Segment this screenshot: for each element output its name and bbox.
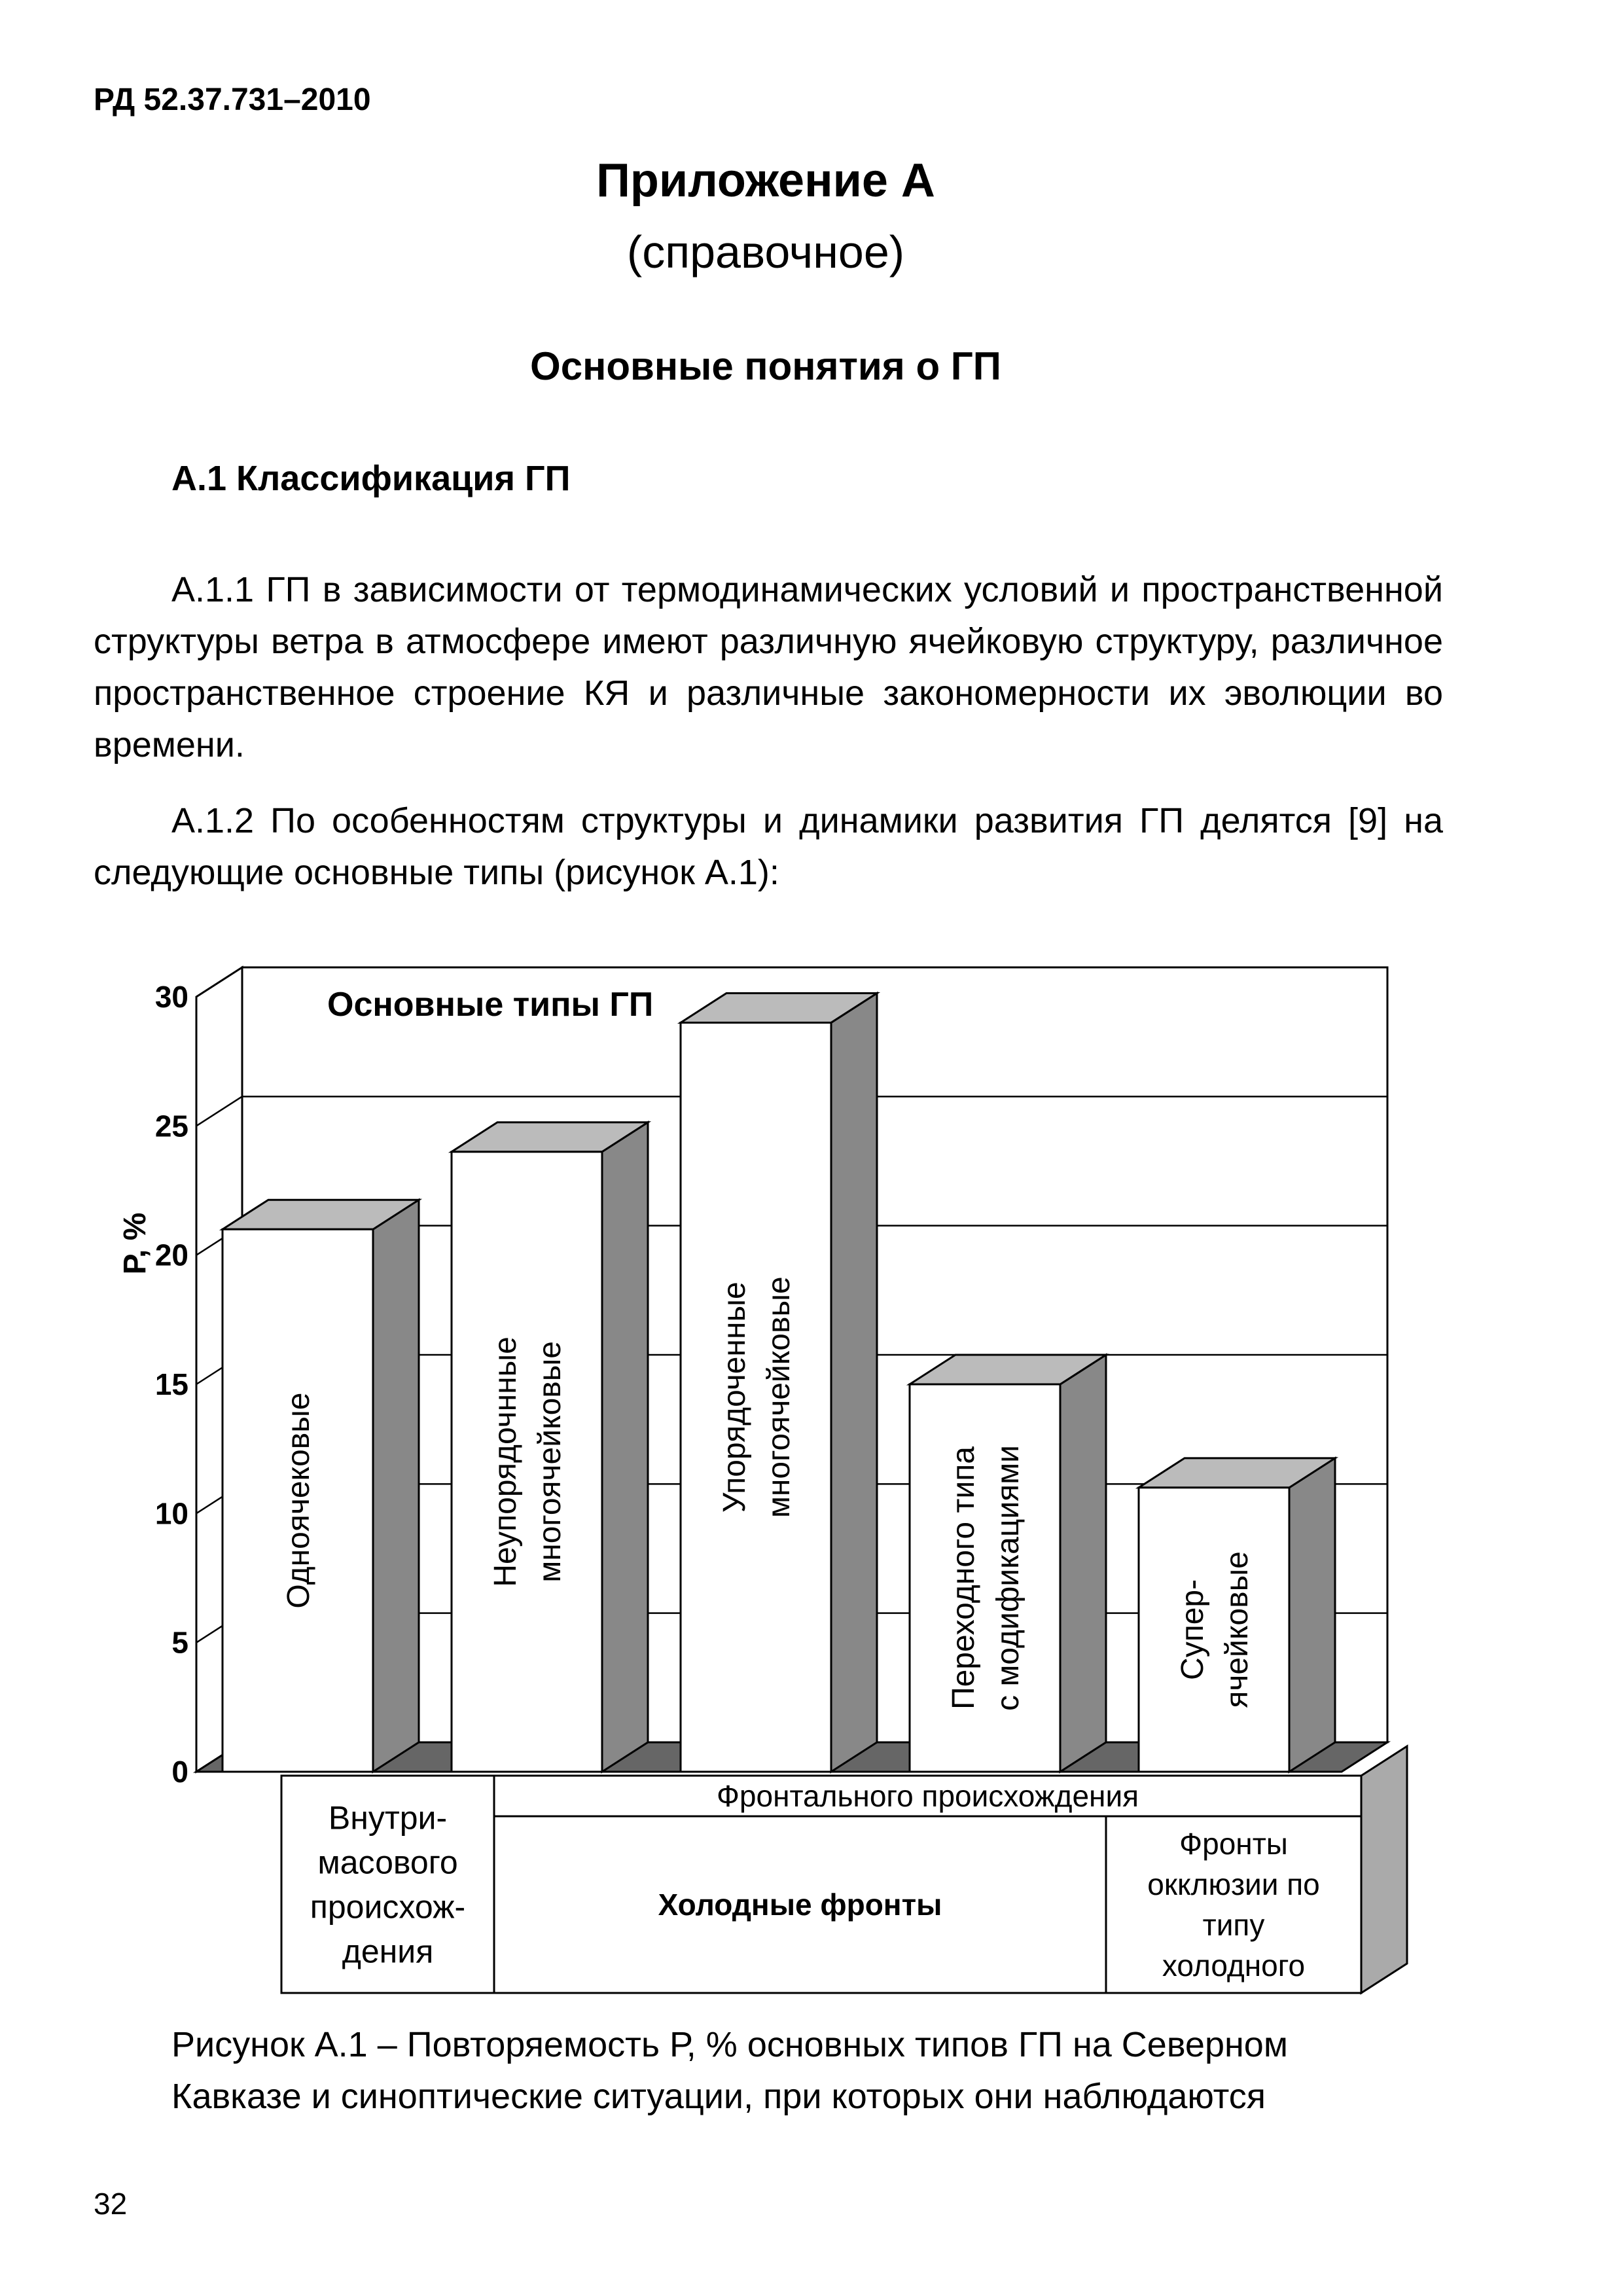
bar-side: [602, 1122, 648, 1772]
bar-side: [831, 993, 877, 1772]
chart-title: Основные типы ГП: [327, 986, 654, 1024]
bar-label: [281, 1393, 316, 1609]
airmass-origin-label-line: Внутри-: [328, 1799, 448, 1837]
y-tick-label: 20: [154, 1238, 188, 1272]
bar-label-line: многоячейковые: [533, 1341, 567, 1583]
section-title: Основные понятия о ГП: [530, 344, 1001, 388]
cold-fronts-label: Холодные фронты: [658, 1888, 942, 1922]
subsection-title: А.1 Классификация ГП: [171, 459, 571, 498]
document-code: РД 52.37.731–2010: [94, 82, 371, 117]
bar-group: [452, 1122, 648, 1772]
y-tick-label: 0: [171, 1755, 188, 1789]
bar-side: [1289, 1458, 1335, 1772]
appendix-subtitle: (справочное): [626, 226, 905, 278]
occlusion-fronts-label-line: окклюзии по: [1147, 1867, 1320, 1902]
bar: [452, 1152, 602, 1772]
bar: [1139, 1488, 1289, 1772]
bar-group: [910, 1355, 1106, 1772]
airmass-origin-label-line: масового: [317, 1844, 458, 1881]
bar-chart: [105, 936, 1453, 2009]
airmass-origin-label-line: происхож-: [310, 1888, 466, 1926]
airmass-origin-label-line: дения: [342, 1933, 434, 1970]
bar-label-line: Супер-: [1175, 1579, 1210, 1680]
y-tick-label: 25: [154, 1109, 188, 1143]
bar-group: [681, 993, 877, 1772]
bar-label-line: ячейковые: [1220, 1551, 1255, 1708]
table-side: [1361, 1746, 1407, 1993]
occlusion-fronts-label-line: Фронты: [1179, 1827, 1288, 1861]
y-tick-label: 10: [154, 1496, 188, 1531]
bar-label-line: Переходного типа: [946, 1446, 981, 1710]
figure-caption: Рисунок А.1 – Повторяемость Р, % основных типов ГП на Северном Кавказе и синоптические ситуации, при которых они наблюдаются: [171, 2025, 1288, 2116]
y-axis-label: Р, %: [118, 1212, 152, 1275]
bar-label-line: Одноячековые: [281, 1392, 316, 1609]
y-tick-label: 15: [154, 1367, 188, 1401]
paragraph-a-1-2: А.1.2 По особенностям структуры и динамики развития ГП делятся [9] на следующие основные типы (рисунок А.1):: [94, 801, 1443, 892]
page-number: 32: [94, 2187, 128, 2221]
bar-label-line: с модификациями: [991, 1445, 1026, 1711]
bar-label-line: Неупорядочнные: [488, 1336, 523, 1587]
bar-side: [373, 1200, 419, 1772]
paragraph-a-1-1: А.1.1 ГП в зависимости от термодинамических условий и пространственной структуры ветра в атмосфере имеют различную ячейковую структуру, различное пространственное строение КЯ и различные закономерности их эволюции во времени.: [94, 570, 1443, 764]
y-tick-label: 5: [171, 1625, 188, 1660]
occlusion-fronts-label-line: холодного: [1162, 1948, 1306, 1983]
bar: [681, 1022, 831, 1772]
frontal-origin-label: Фронтального происхождения: [716, 1779, 1139, 1813]
bar-side: [1060, 1355, 1106, 1772]
bar: [910, 1384, 1060, 1772]
appendix-title: Приложение А: [596, 154, 935, 207]
bar-group: [223, 1200, 419, 1772]
bar-label-line: многоячейковые: [762, 1276, 796, 1518]
occlusion-fronts-label-line: типу: [1202, 1908, 1265, 1943]
bar-label-line: Упорядоченные: [717, 1282, 752, 1513]
y-tick-label: 30: [154, 980, 188, 1014]
bar-group: [1139, 1458, 1335, 1772]
